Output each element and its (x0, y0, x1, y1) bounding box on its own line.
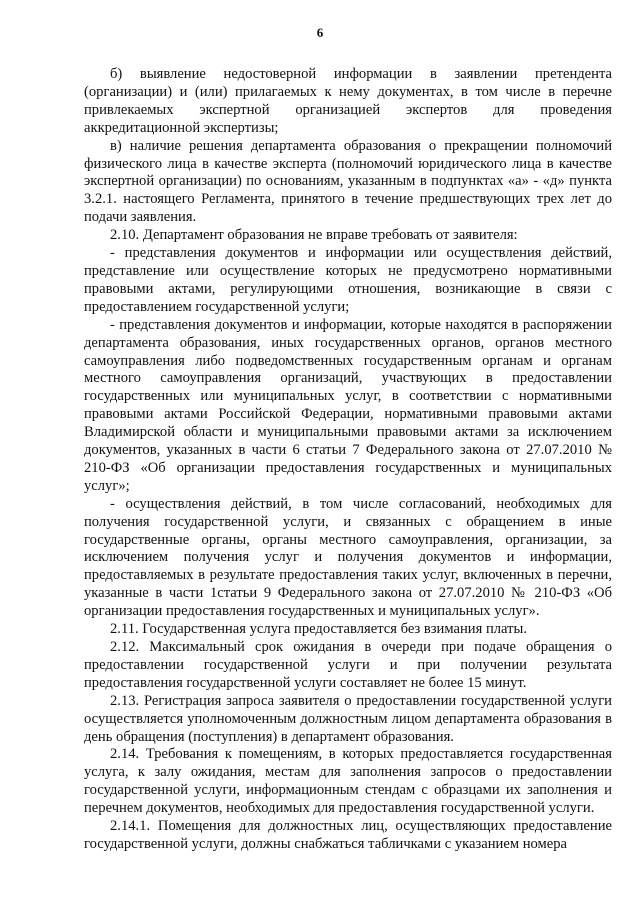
page-number: 6 (316, 25, 324, 40)
paragraph-2-10: 2.10. Департамент образования не вправе требовать от заявителя: (110, 227, 518, 244)
paragraph-2-11: 2.11. Государственная услуга предоставляется без взимания платы. (110, 621, 527, 638)
paragraph-2-10-item-1: - представления документов и информации или осуществления действий, представление или осуществление которых не предусмотрено нормативными правовыми актами, регулирующими отношения, возникающие в связи с предоставлением государственной услуги; (84, 245, 612, 315)
paragraph-item-b: б) выявление недостоверной информации в заявлении претендента (организации) и (или) прилагаемых к нему документах, в том числе в перечне привлекаемых экспертной организацией экспертов для проведения аккредитационной экспертизы; (84, 66, 612, 136)
paragraph-2-10-item-3: - осуществления действий, в том числе согласований, необходимых для получения государственной услуги, и связанных с обращением в иные государственные органы, органы местного самоуправления, организации, за исключением получения услуг и получения документов и информации, предоставляемых в результате предоставления таких услуг, включенных в перечни, указанные в части 1статьи 9 Федерального закона от 27.07.2010 № 210-ФЗ «Об организации предоставления государственных и муниципальных услуг». (84, 495, 612, 620)
paragraph-item-v: в) наличие решения департамента образования о прекращении полномочий физического лица в качестве эксперта (полномочий юридического лица в качестве экспертной организации) по основаниям, указанным в подпунктах «а» - «д» пункта 3.2.1. настоящего Регламента, принятого в течение предшествующих трех лет до подачи заявления. (84, 137, 612, 226)
paragraph-2-13: 2.13. Регистрация запроса заявителя о предоставлении государственной услуги осуществляется уполномоченным должностным лицом департамента образования в день обращения (поступления) в департамент образования. (84, 692, 612, 745)
paragraph-2-10-item-2: - представления документов и информации, которые находятся в распоряжении департамента образования, иных государственных органов, органов местного самоуправления либо подведомственных государственным органам и органам местного самоуправления организаций, участвующих в предоставлении государственных или муниципальных услуг, в соответствии с нормативными правовыми актами Российской Федерации, нормативными правовыми актами Владимирской области и муниципальными правовыми актами за исключением документов, указанных в части 6 статьи 7 Федерального закона от 27.07.2010 № 210-ФЗ «Об организации предоставления государственных и муниципальных услуг»; (84, 316, 612, 494)
paragraph-2-12: 2.12. Максимальный срок ожидания в очереди при подаче обращения о предоставлении государственной услуги и при получении результата предоставления государственной услуги составляет не более 15 минут. (84, 639, 612, 691)
paragraph-2-14: 2.14. Требования к помещениям, в которых предоставляется государственная услуга, к залу ожидания, местам для заполнения запросов о предоставлении государственной услуги, информационным стендам с образцами их заполнения и перечнем документов, необходимых для предоставления государственной услуги. (84, 746, 612, 817)
document-body (84, 66, 612, 854)
paragraph-2-14-1: 2.14.1. Помещения для должностных лиц, осуществляющих предоставление государственной услуги, должны снабжаться табличками с указанием номера (84, 818, 612, 852)
